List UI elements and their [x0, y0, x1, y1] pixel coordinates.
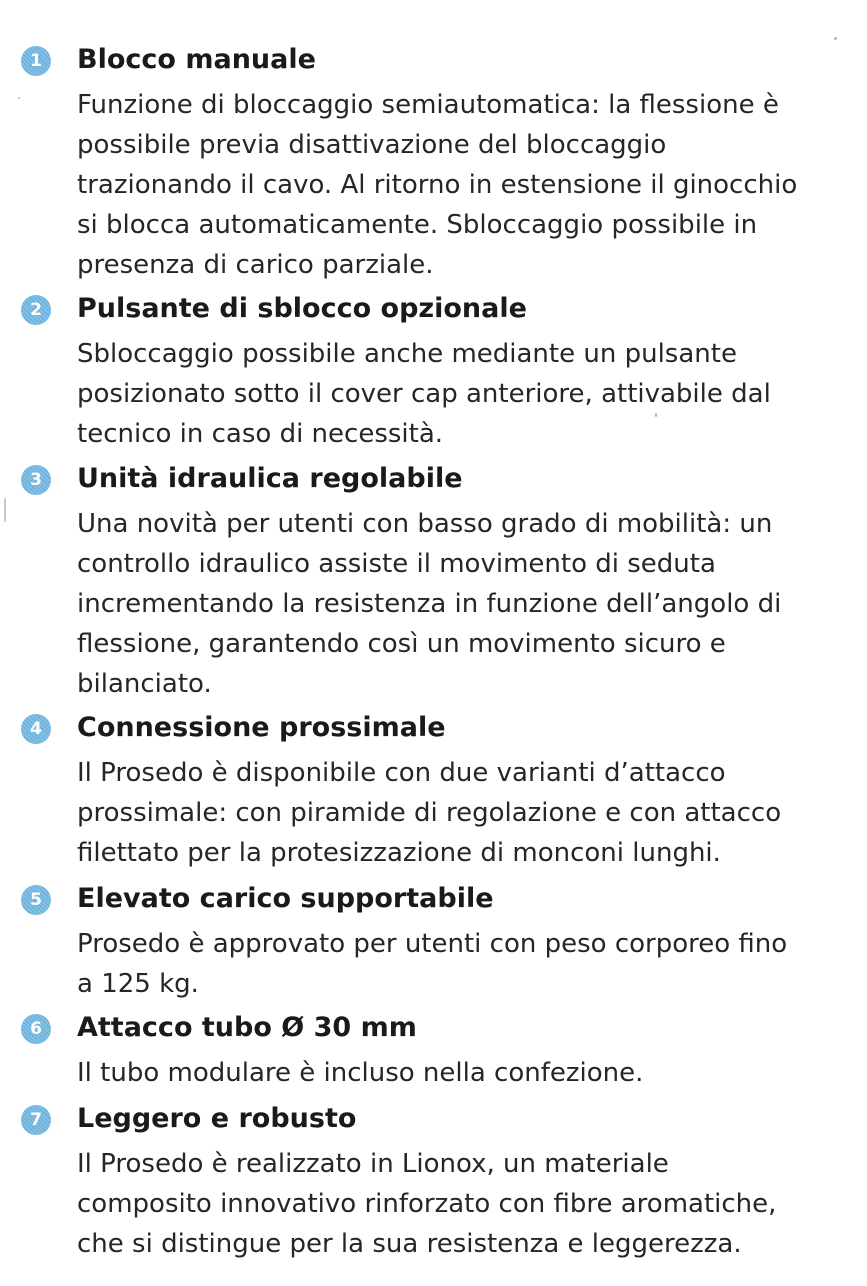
number-badge: 1: [21, 46, 51, 76]
print-speck: [18, 97, 20, 99]
description-line: Prosedo è approvato per utenti con peso corporeo fino: [77, 929, 788, 959]
description-line: incrementando la resistenza in funzione dell’angolo di: [77, 589, 782, 619]
feature-title: Elevato carico supportabile: [77, 883, 494, 914]
description-line: posizionato sotto il cover cap anteriore, attivabile dal: [77, 379, 771, 409]
description-line: presenza di carico parziale.: [77, 250, 434, 280]
number-badge: 6: [21, 1014, 51, 1044]
description-line: Una novità per utenti con basso grado di mobilità: un: [77, 509, 773, 539]
number-badge: 7: [21, 1105, 51, 1135]
feature-title: Pulsante di sblocco opzionale: [77, 293, 527, 324]
feature-title: Attacco tubo Ø 30 mm: [77, 1012, 417, 1043]
description-line: bilanciato.: [77, 669, 212, 699]
feature-title: Leggero e robusto: [77, 1103, 357, 1134]
description-line: prossimale: con piramide di regolazione e con attacco: [77, 798, 782, 828]
number-badge: 2: [21, 295, 51, 325]
number-badge: 5: [21, 885, 51, 915]
description-line: flessione, garantendo così un movimento sicuro e: [77, 629, 726, 659]
description-line: tecnico in caso di necessità.: [77, 419, 444, 449]
description-line: si blocca automaticamente. Sbloccaggio possibile in: [77, 210, 758, 240]
description-line: possibile previa disattivazione del bloccaggio: [77, 130, 667, 160]
feature-description: [77, 1144, 862, 1264]
feature-description: [77, 1053, 862, 1093]
feature-title: Blocco manuale: [77, 44, 316, 75]
description-line: Il tubo modulare è incluso nella confezione.: [77, 1058, 644, 1088]
description-line: Il Prosedo è disponibile con due varianti d’attacco: [77, 758, 726, 788]
feature-description: [77, 924, 862, 1004]
description-line: controllo idraulico assiste il movimento di seduta: [77, 549, 716, 579]
description-line: Sbloccaggio possibile anche mediante un pulsante: [77, 339, 737, 369]
feature-description: [77, 504, 862, 704]
description-line: composito innovativo rinforzato con fibre aromatiche,: [77, 1189, 777, 1219]
feature-title: Unità idraulica regolabile: [77, 463, 463, 494]
number-badge: 3: [21, 465, 51, 495]
description-line: trazionando il cavo. Al ritorno in estensione il ginocchio: [77, 170, 798, 200]
feature-description: [77, 753, 862, 873]
description-line: Funzione di bloccaggio semiautomatica: la flessione è: [77, 90, 779, 120]
feature-description: [77, 85, 862, 285]
feature-description: [77, 334, 862, 454]
print-speck: [655, 413, 657, 417]
feature-title: Connessione prossimale: [77, 712, 446, 743]
description-line: che si distingue per la sua resistenza e leggerezza.: [77, 1229, 742, 1259]
number-badge: 4: [21, 714, 51, 744]
description-line: filettato per la protesizzazione di monconi lunghi.: [77, 838, 721, 868]
print-speck: [4, 498, 6, 522]
description-line: a 125 kg.: [77, 969, 199, 999]
description-line: Il Prosedo è realizzato in Lionox, un materiale: [77, 1149, 669, 1179]
print-speck: [834, 37, 837, 40]
